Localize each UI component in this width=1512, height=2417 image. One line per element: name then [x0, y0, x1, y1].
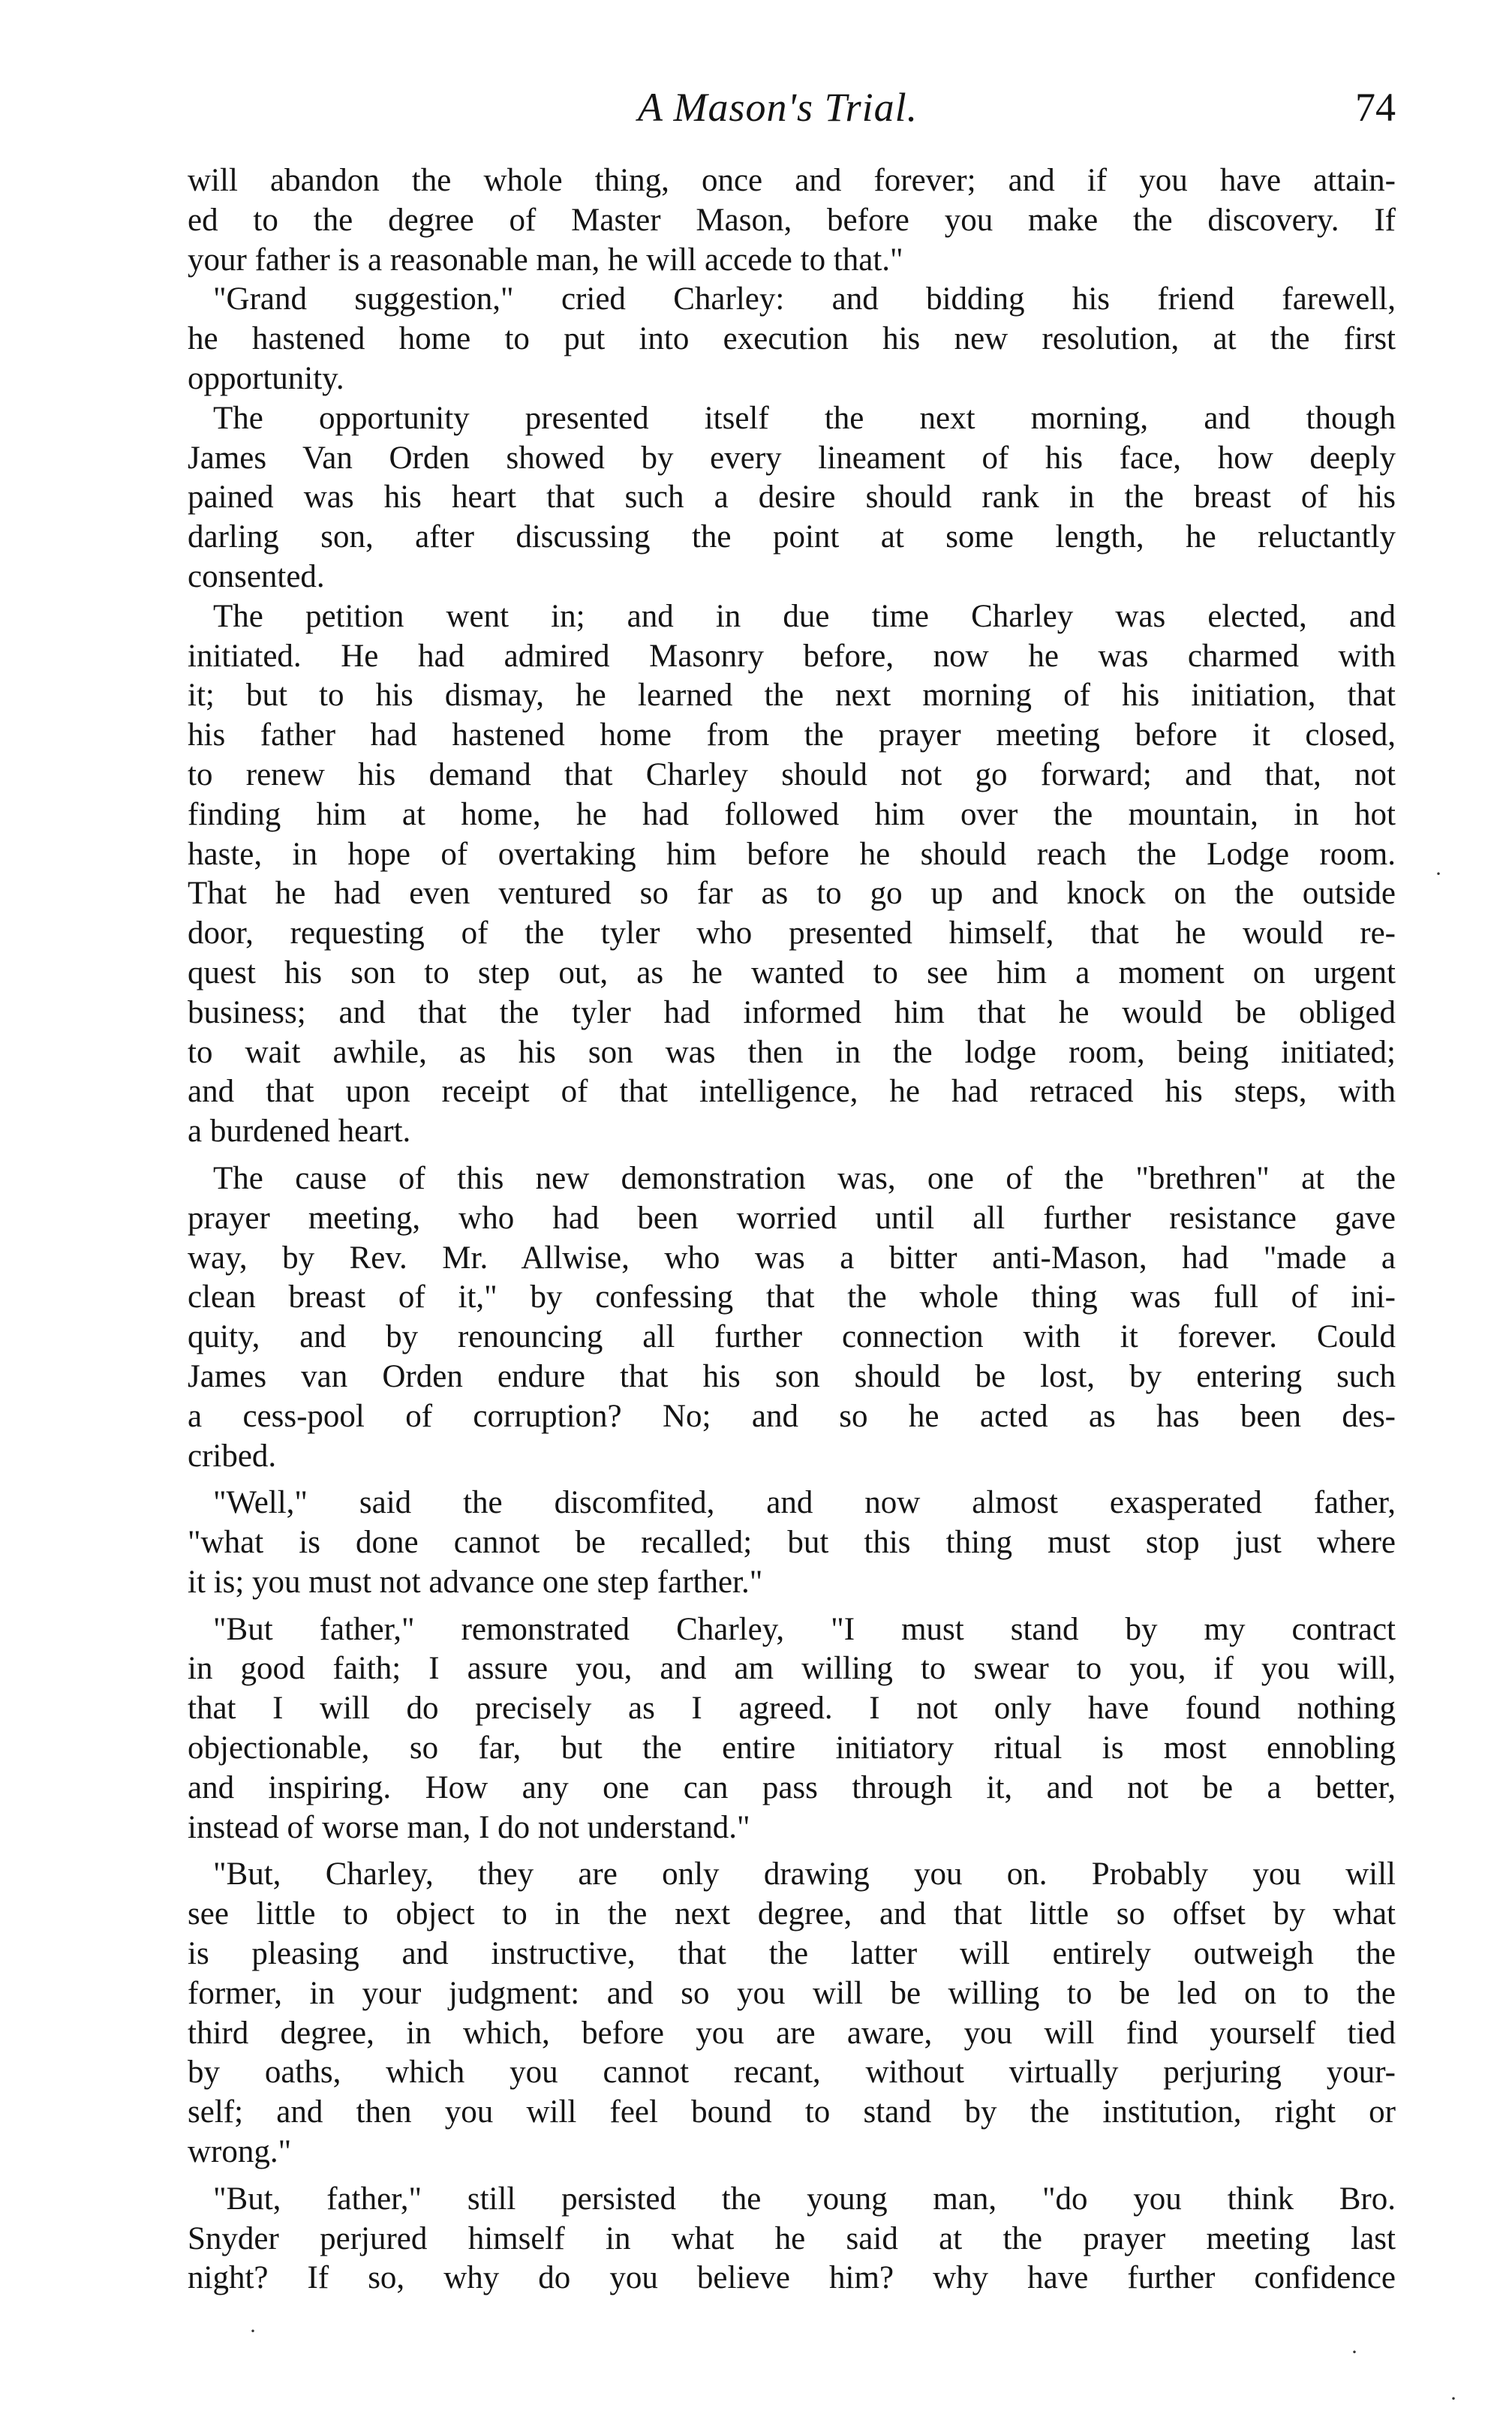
- body-text: [188, 161, 1396, 2298]
- text-line: pained was his heart that such a desire should rank in the breast of his: [188, 479, 1396, 516]
- text-line: "But, Charley, they are only drawing you on. Probably you will: [213, 1856, 1396, 1892]
- text-line: finding him at home, he had followed him over the mountain, in hot: [188, 796, 1396, 832]
- text-line: third degree, in which, before you are aware, you will find yourself tied: [188, 2015, 1396, 2051]
- bottom-speck: ·: [1351, 2340, 1358, 2364]
- text-line: The opportunity presented itself the next morning, and though: [213, 400, 1396, 436]
- text-line: see little to object to in the next degree, and that little so offset by what: [188, 1896, 1396, 1932]
- text-line: "Grand suggestion," cried Charley: and bidding his friend farewell,: [213, 281, 1396, 317]
- text-line: will abandon the whole thing, once and forever; and if you have attain-: [188, 163, 1396, 198]
- text-line: by oaths, which you cannot recant, without virtually perjuring your-: [188, 2055, 1396, 2091]
- text-line: clean breast of it," by confessing that the whole thing was full of ini-: [188, 1279, 1396, 1315]
- running-head: [188, 84, 1396, 144]
- text-line: "Well," said the discomfited, and now almost exasperated father,: [213, 1485, 1396, 1521]
- text-line: "what is done cannot be recalled; but this thing must stop just where: [188, 1525, 1396, 1561]
- text-line: night? If so, why do you believe him? why have further confidence: [188, 2260, 1396, 2296]
- margin-speck: ·: [1435, 861, 1442, 886]
- running-title: A Mason's Trial.: [638, 85, 918, 130]
- text-line: cribed.: [188, 1438, 277, 1474]
- text-line: your father is a reasonable man, he will accede to that.": [188, 242, 903, 278]
- text-line: business; and that the tyler had informed him that he would be obliged: [188, 994, 1396, 1030]
- text-line: ed to the degree of Master Mason, before you make the discovery. If: [188, 202, 1396, 238]
- text-line: opportunity.: [188, 360, 344, 396]
- text-line: instead of worse man, I do not understand.": [188, 1809, 750, 1845]
- text-line: that I will do precisely as I agreed. I not only have found nothing: [188, 1691, 1396, 1727]
- text-line: in good faith; I assure you, and am willing to swear to you, if you will,: [188, 1651, 1396, 1687]
- text-line: quity, and by renouncing all further connection with it forever. Could: [188, 1319, 1396, 1355]
- text-line: a cess-pool of corruption? No; and so he acted as has been des-: [188, 1398, 1396, 1434]
- page-number: 74: [1355, 85, 1396, 130]
- text-line: That he had even ventured so far as to go up and knock on the outside: [188, 876, 1396, 912]
- text-line: Snyder perjured himself in what he said at the prayer meeting last: [188, 2220, 1396, 2256]
- text-line: prayer meeting, who had been worried until all further resistance gave: [188, 1200, 1396, 1236]
- text-line: and inspiring. How any one can pass through it, and not be a better,: [188, 1769, 1396, 1805]
- text-line: a burdened heart.: [188, 1114, 411, 1150]
- text-line: to renew his demand that Charley should not go forward; and that, not: [188, 756, 1396, 792]
- text-line: door, requesting of the tyler who presented himself, that he would re-: [188, 915, 1396, 951]
- text-line: "But, father," still persisted the young man, "do you think Bro.: [213, 2181, 1396, 2217]
- text-line: wrong.": [188, 2134, 292, 2170]
- text-line: way, by Rev. Mr. Allwise, who was a bitter anti-Mason, had "made a: [188, 1240, 1396, 1276]
- text-line: James Van Orden showed by every lineament of his face, how deeply: [188, 440, 1396, 476]
- text-line: is pleasing and instructive, that the latter will entirely outweigh the: [188, 1936, 1396, 1972]
- text-line: The petition went in; and in due time Charley was elected, and: [213, 598, 1396, 634]
- text-line: darling son, after discussing the point at some length, he reluctantly: [188, 519, 1396, 555]
- text-line: former, in your judgment: and so you will be willing to be led on to the: [188, 1975, 1396, 2011]
- text-line: The cause of this new demonstration was, one of the "brethren" at the: [213, 1160, 1396, 1196]
- text-line: his father had hastened home from the prayer meeting before it closed,: [188, 717, 1396, 753]
- text-line: and that upon receipt of that intelligence, he had retraced his steps, with: [188, 1074, 1396, 1110]
- text-line: quest his son to step out, as he wanted to see him a moment on urgent: [188, 954, 1396, 991]
- text-line: "But father," remonstrated Charley, "I must stand by my contract: [213, 1611, 1396, 1647]
- text-line: self; and then you will feel bound to stand by the institution, right or: [188, 2094, 1396, 2130]
- text-line: it; but to his dismay, he learned the next morning of his initiation, that: [188, 678, 1396, 714]
- corner-speck: ·: [1450, 2386, 1457, 2411]
- text-line: haste, in hope of overtaking him before he should reach the Lodge room.: [188, 836, 1396, 872]
- text-line: he hastened home to put into execution his new resolution, at the first: [188, 321, 1396, 357]
- text-line: initiated. He had admired Masonry before, now he was charmed with: [188, 638, 1396, 674]
- text-line: objectionable, so far, but the entire initiatory ritual is most ennobling: [188, 1730, 1396, 1766]
- text-line: it is; you must not advance one step farther.": [188, 1564, 763, 1600]
- text-line: James van Orden endure that his son should be lost, by entering such: [188, 1358, 1396, 1394]
- text-line: to wait awhile, as his son was then in the lodge room, being initiated;: [188, 1034, 1396, 1070]
- bottom-speck: ·: [249, 2319, 257, 2343]
- text-line: consented.: [188, 558, 325, 594]
